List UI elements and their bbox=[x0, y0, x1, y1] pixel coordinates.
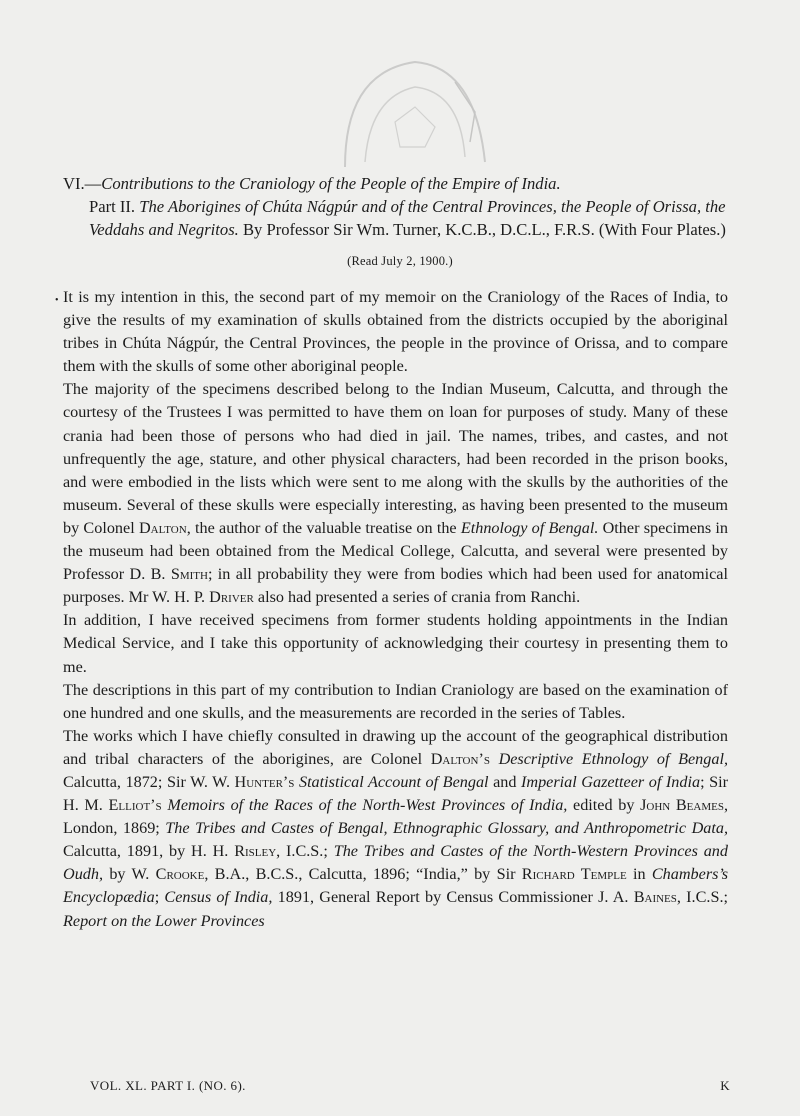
article-heading bbox=[63, 172, 728, 241]
author-line: By Professor Sir Wm. Turner, K.C.B., D.C.L., F.R.S. bbox=[242, 220, 595, 239]
name-hunters: Hunter’s bbox=[234, 772, 295, 791]
margin-mark: • bbox=[55, 295, 59, 306]
paragraph-1: It is my intention in this, the second part of my memoir on the Craniology of the Races of India, to give the results of my examination of skulls obtained from the districts occupied by the aboriginal tribes in Chúta Nágpúr, the Central Provinces, the people in the province of Orissa, and to compare them with the skulls of some other aboriginal people. bbox=[63, 288, 728, 376]
page-footer bbox=[90, 1078, 730, 1094]
paragraph-2: The majority of the specimens described belong to the Indian Museum, Calcutta, and through the courtesy of the Trustees I was permitted to have them on loan for purposes of study. Many of these crania had been those of persons who had died in jail. The names, tribes, and castes, and not unfrequently the age, stature, and other physical characters, had been recorded in the prison books, and were embodied in the lists which were sent to me along with the skulls by the authorities of the museum. Several of these skulls were especially interesting, as having been presented to the museum by Colonel Dalton, the author of the valuable treatise on the Ethnology of Bengal. Other specimens in the museum had been obtained from the Medical College, Calcutta, and several were presented by Professor D. B. Smith; in all probability they were from bodies which had been used for anatomical purposes. Mr W. H. P. Driver also had presented a series of crania from Ranchi. bbox=[63, 380, 728, 607]
article-title: Contributions to the Craniology of the People of the Empire of India. bbox=[101, 174, 561, 193]
plates-note: (With Four Plates.) bbox=[598, 220, 726, 239]
ref-ethnology-of-bengal: Ethnology of Bengal. bbox=[460, 518, 599, 537]
name-smith: Smith bbox=[170, 565, 208, 584]
name-risley: Risley bbox=[234, 842, 277, 861]
name-crooke: Crooke bbox=[155, 865, 205, 884]
name-dalton: Dalton bbox=[138, 518, 187, 537]
name-baines: Baines bbox=[633, 888, 677, 907]
name-elliots: Elliot’s bbox=[108, 796, 162, 815]
paragraph-5: The works which I have chiefly consulted in drawing up the account of the geographical distribution and tribal characters of the aborigines, are Colonel Dalton’s Descriptive Ethnology of Bengal, Calcutta, 1872; Sir W. W. Hunter’s Statistical Account of Bengal and Imperial Gazetteer of India; Sir H. M. Elliot’s Memoirs of the Races of the North-West Provinces of India, edited by John Beames, London, 1869; The Tribes and Castes of Bengal, Ethnographic Glossary, and Anthropometric Data, Calcutta, 1891, by H. H. Risley, I.C.S.; The Tribes and Castes of the North-Western Provinces and Oudh, by W. Crooke, B.A., B.C.S., Calcutta, 1896; “India,” by Sir Richard Temple in Chambers’s Encyclopædia; Census of India, 1891, General Report by Census Commissioner J. A. Baines, I.C.S.; Report on the Lower Provinces bbox=[63, 726, 729, 930]
name-temple: Richard Temple bbox=[521, 865, 627, 884]
name-driver: Driver bbox=[209, 588, 254, 607]
name-beames: John Beames bbox=[640, 796, 724, 815]
volume-info: VOL. XL. PART I. (NO. 6). bbox=[90, 1078, 246, 1093]
article-body bbox=[63, 286, 728, 933]
paragraph-4: The descriptions in this part of my contribution to Indian Craniology are based on the examination of one hundred and one skulls, and the measurements are recorded in the series of Tables. bbox=[63, 680, 728, 722]
library-stamp-icon bbox=[325, 52, 495, 172]
section-number: VI.— bbox=[63, 174, 102, 193]
signature-mark: K bbox=[720, 1078, 730, 1093]
read-date: (Read July 2, 1900.) bbox=[347, 254, 453, 268]
part-label: Part II. bbox=[89, 197, 136, 216]
paragraph-3: In addition, I have received specimens from former students holding appointments in the Indian Medical Service, and I take this opportunity of acknowledging their courtesy in presenting them to me. bbox=[63, 611, 728, 676]
article-subtitle: The Aborigines of Chúta Nágpúr and of the Central Provinces, the People of Orissa, the Veddahs and Negritos. bbox=[89, 197, 726, 239]
name-daltons: Dalton’s bbox=[430, 749, 490, 768]
